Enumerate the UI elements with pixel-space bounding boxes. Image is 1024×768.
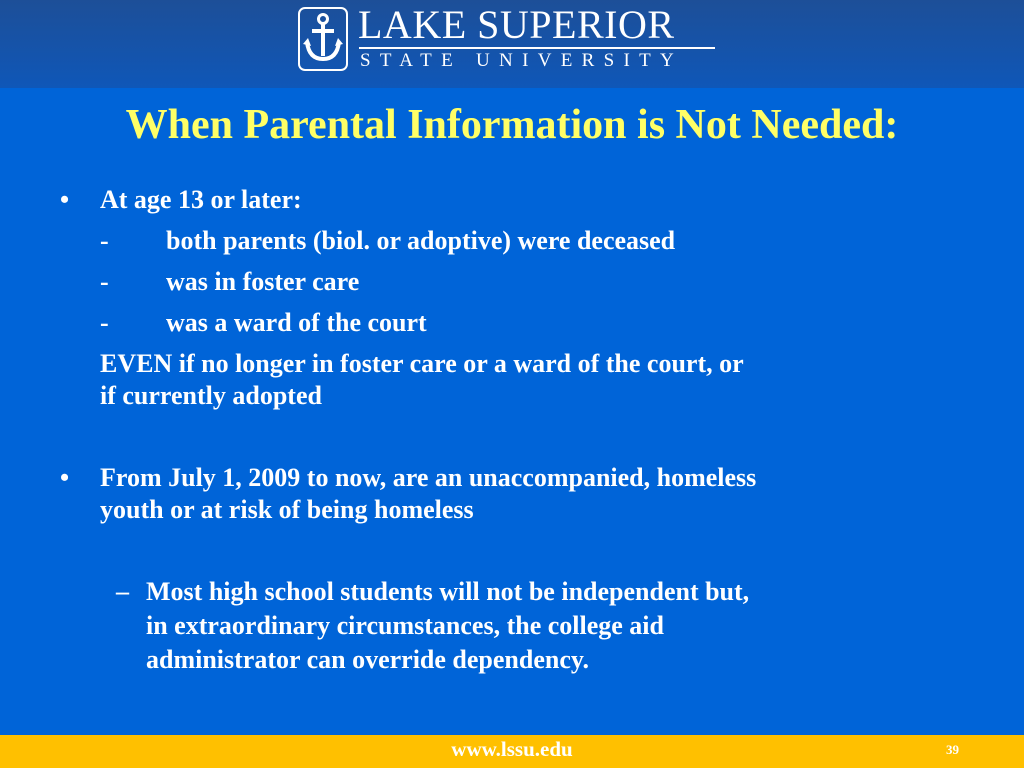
dash-item-text: both parents (biol. or adoptive) were deceased xyxy=(166,226,676,255)
page-number: 39 xyxy=(946,742,959,757)
header-bar xyxy=(0,0,1024,88)
anchor-icon xyxy=(303,12,343,66)
footer-url: www.lssu.edu xyxy=(451,737,573,761)
dash-item-text: was a ward of the court xyxy=(166,308,427,337)
bullet-marker: • xyxy=(60,463,70,492)
logo-subtitle: STATE UNIVERSITY xyxy=(360,50,684,71)
footer-bar xyxy=(0,735,1024,768)
dash-marker: - xyxy=(100,226,109,255)
bullet-text: youth or at risk of being homeless xyxy=(100,495,474,524)
subbullet-text: in extraordinary circumstances, the college aid xyxy=(146,611,664,640)
logo-name: LAKE SUPERIOR xyxy=(358,2,675,47)
logo-divider xyxy=(359,47,715,49)
dash-item-text: was in foster care xyxy=(166,267,360,296)
slide-title: When Parental Information is Not Needed: xyxy=(125,102,899,148)
logo-emblem xyxy=(298,7,348,71)
dash-marker: - xyxy=(100,308,109,337)
dash-marker: - xyxy=(100,267,109,296)
subbullet-text: administrator can override dependency. xyxy=(146,645,589,674)
bullet-text: At age 13 or later: xyxy=(100,185,302,214)
note-text: if currently adopted xyxy=(100,381,322,410)
note-text: EVEN if no longer in foster care or a ward of the court, or xyxy=(100,349,744,378)
subbullet-text: Most high school students will not be independent but, xyxy=(146,577,750,606)
bullet-text: From July 1, 2009 to now, are an unaccompanied, homeless xyxy=(100,463,757,492)
bullet-marker: • xyxy=(60,185,70,214)
university-logo xyxy=(298,2,718,77)
subbullet-marker: – xyxy=(116,577,129,606)
